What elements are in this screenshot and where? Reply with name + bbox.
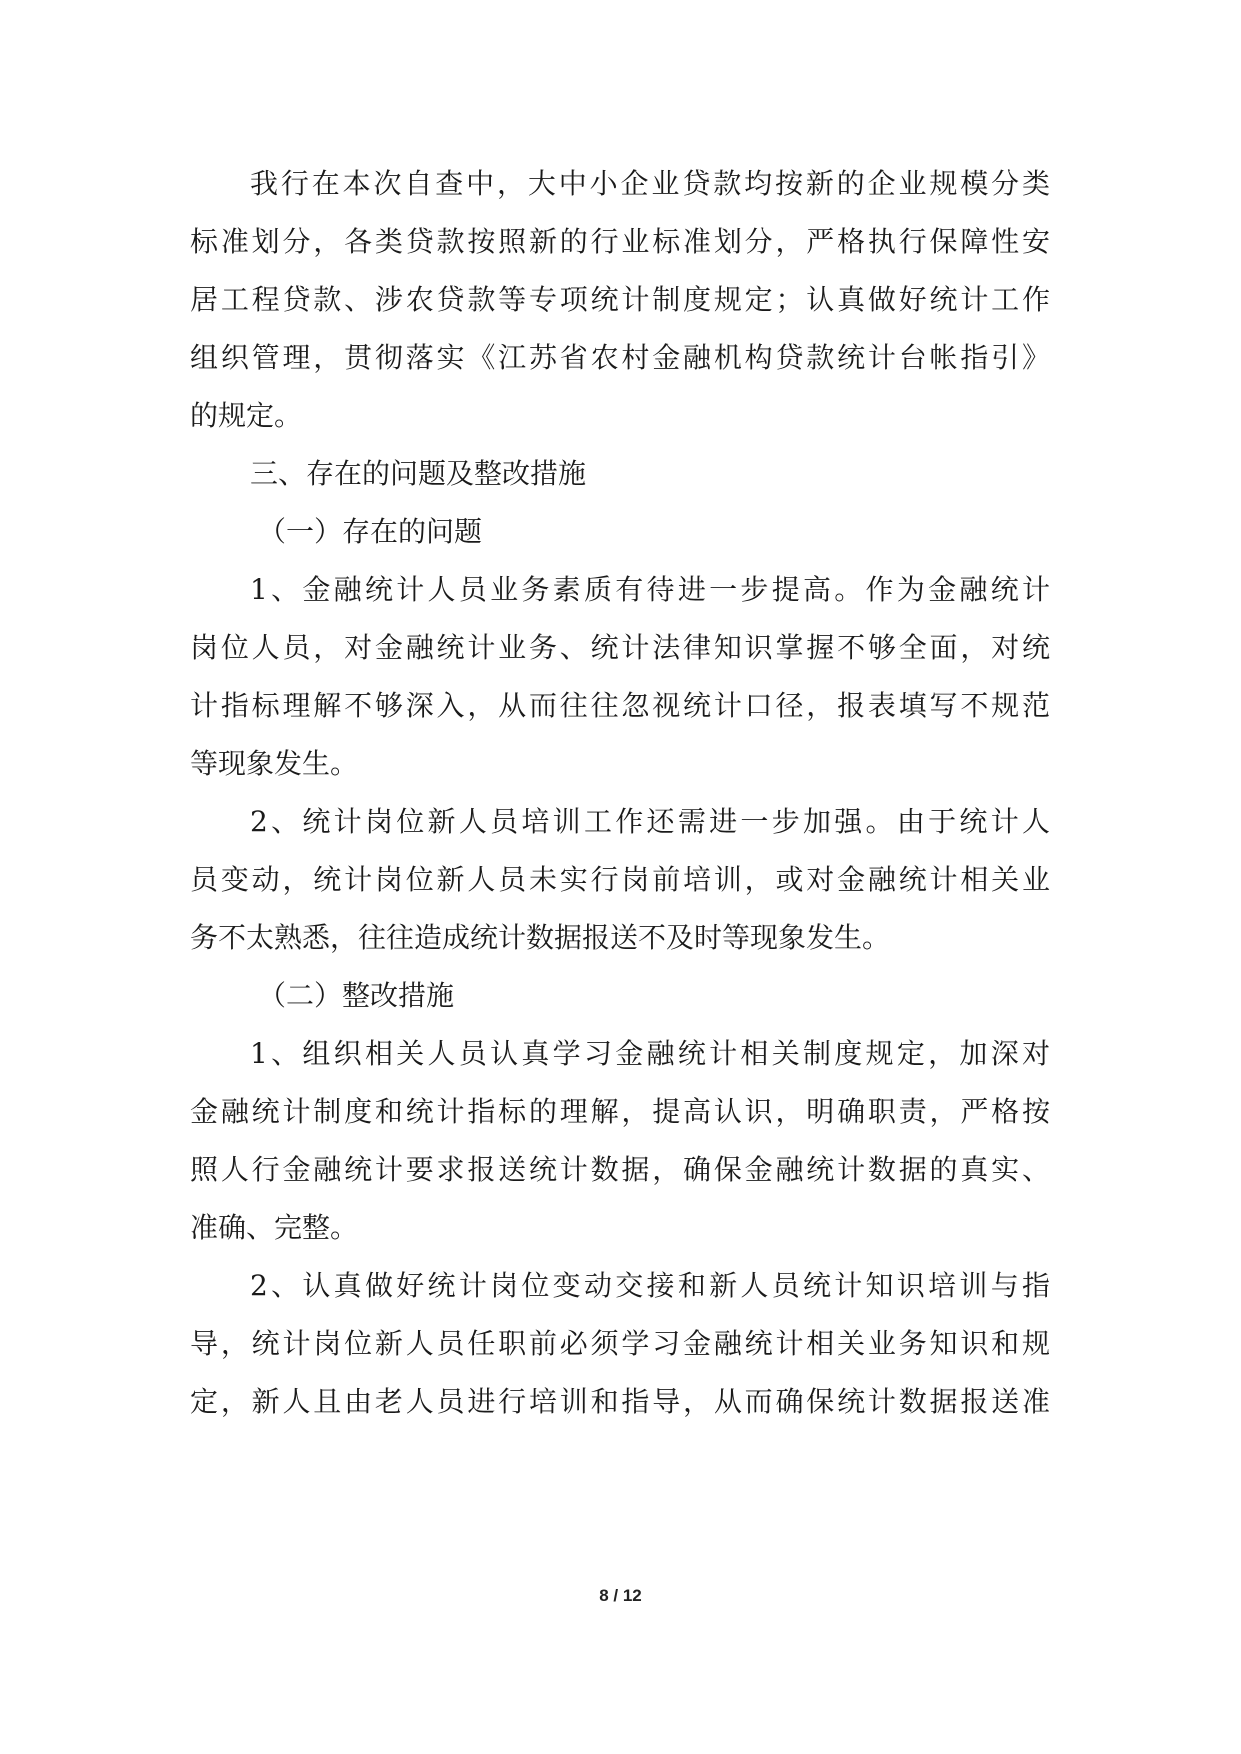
paragraph-line: 准确、完整。 xyxy=(190,1211,359,1244)
paragraph-line: 照人行金融统计要求报送统计数据，确保金融统计数据的真实、 xyxy=(190,1153,1050,1186)
paragraph-line: 1、组织相关人员认真学习金融统计相关制度规定，加深对 xyxy=(250,1037,1050,1070)
paragraph-line: 2、认真做好统计岗位变动交接和新人员统计知识培训与指 xyxy=(250,1269,1050,1302)
paragraph-line: 的规定。 xyxy=(190,399,303,432)
paragraph-line: 金融统计制度和统计指标的理解，提高认识，明确职责，严格按 xyxy=(190,1095,1050,1128)
section-heading: 三、存在的问题及整改措施 xyxy=(250,457,587,490)
subsection-heading: （二）整改措施 xyxy=(258,979,455,1012)
paragraph-line: 计指标理解不够深入，从而往往忽视统计口径，报表填写不规范 xyxy=(190,689,1050,722)
paragraph-line: 员变动，统计岗位新人员未实行岗前培训，或对金融统计相关业 xyxy=(190,863,1050,896)
paragraph-line: 务不太熟悉，往往造成统计数据报送不及时等现象发生。 xyxy=(190,921,891,954)
subsection-heading: （一）存在的问题 xyxy=(258,515,483,548)
paragraph-line: 我行在本次自查中，大中小企业贷款均按新的企业规模分类 xyxy=(250,167,1050,200)
paragraph-line: 2、统计岗位新人员培训工作还需进一步加强。由于统计人 xyxy=(250,805,1050,838)
paragraph-line: 组织管理，贯彻落实《江苏省农村金融机构贷款统计台帐指引》 xyxy=(190,341,1050,374)
paragraph-line: 标准划分，各类贷款按照新的行业标准划分，严格执行保障性安 xyxy=(190,225,1050,258)
paragraph-line: 1、金融统计人员业务素质有待进一步提高。作为金融统计 xyxy=(250,573,1050,606)
paragraph-line: 岗位人员，对金融统计业务、统计法律知识掌握不够全面，对统 xyxy=(190,631,1050,664)
paragraph-line: 定，新人且由老人员进行培训和指导，从而确保统计数据报送准 xyxy=(190,1385,1050,1418)
paragraph-line: 居工程贷款、涉农贷款等专项统计制度规定；认真做好统计工作 xyxy=(190,283,1050,316)
page-number: 8 / 12 xyxy=(599,1586,642,1605)
paragraph-line: 导，统计岗位新人员任职前必须学习金融统计相关业务知识和规 xyxy=(190,1327,1050,1360)
paragraph-line: 等现象发生。 xyxy=(190,747,359,780)
